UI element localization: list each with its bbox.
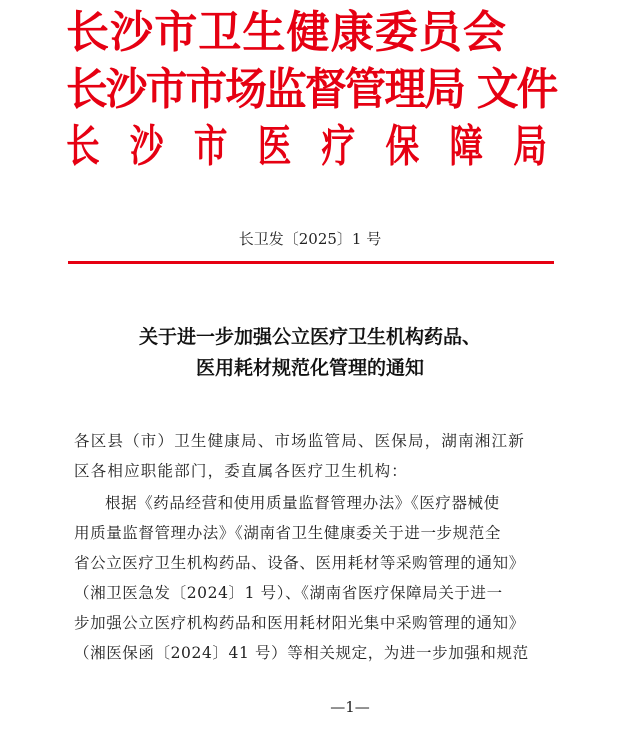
addressee [74,426,546,486]
document-number: 长卫发〔2025〕1 号 [238,230,382,248]
document-title [0,322,620,384]
issuer-header [66,4,566,175]
issuer-line: 长 沙 市 医 疗 保 障 局 [66,121,557,172]
paragraph-line: 用质量监督管理办法》《湖南省卫生健康委关于进一步规范全 [74,524,501,542]
paragraph-line: 省公立医疗卫生机构药品、设备、医用耗材等采购管理的通知》 [74,554,525,572]
title-line: 关于进一步加强公立医疗卫生机构药品、 [138,326,481,348]
issuer-line: 长沙市市场监督管理局 文件 [66,64,557,115]
addressee-line: 区各相应职能部门，委直属各医疗卫生机构： [74,462,409,480]
title-line: 医用耗材规范化管理的通知 [195,357,424,379]
addressee-line: 各区县（市）卫生健康局、市场监管局、医保局，湖南湘江新 [74,432,525,450]
paragraph-line: （湘卫医急发〔2024〕1 号）、《湖南省医疗保障局关于进一 [74,584,503,602]
issuer-line: 长沙市卫生健康委员会 [66,7,507,58]
paragraph-line: （湘医保函〔2024〕41 号）等相关规定，为进一步加强和规范 [74,644,529,662]
page-number: —1— [330,698,370,716]
body-paragraph [74,488,546,668]
paragraph-line: 根据《药品经营和使用质量监督管理办法》《医疗器械使 [105,494,500,512]
paragraph-line: 步加强公立医疗机构药品和医用耗材阳光集中采购管理的通知》 [74,614,525,632]
red-divider-line [68,261,554,264]
